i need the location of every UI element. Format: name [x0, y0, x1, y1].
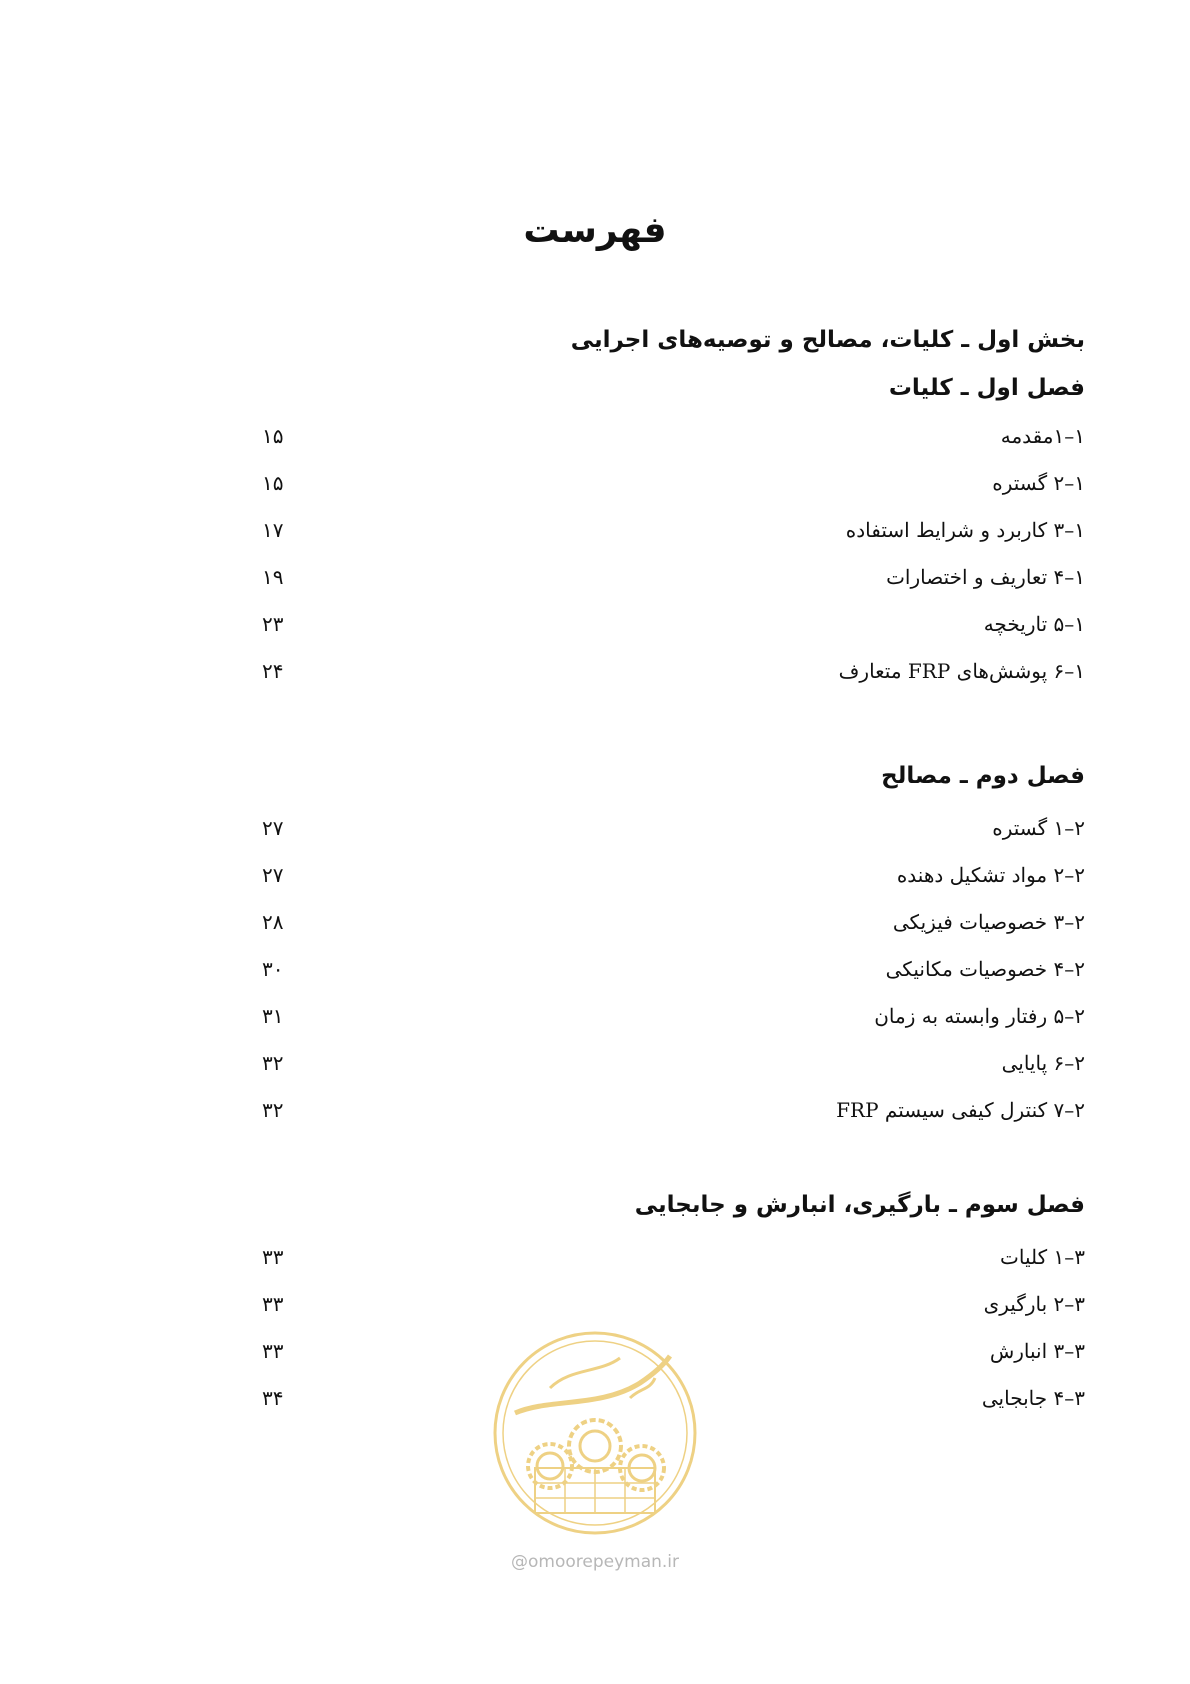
toc-entry[interactable]	[262, 560, 1085, 594]
chapter-heading: فصل سوم ـ بارگیری، انبارش و جابجایی	[634, 1192, 1085, 1218]
chapter-heading: فصل اول ـ کلیات	[888, 375, 1085, 401]
entry-page: ۳۳	[262, 1292, 284, 1316]
entry-label: ۱–۱مقدمه	[1000, 424, 1085, 448]
entry-label: ۱–۳ کاربرد و شرایط استفاده	[845, 518, 1085, 542]
entry-page: ۳۳	[262, 1339, 284, 1363]
entry-label: ۳–۳ انبارش	[989, 1339, 1085, 1363]
entry-label: ۲–۱ گستره	[992, 816, 1085, 840]
entry-label: ۲–۷ کنترل کیفی سیستم FRP	[836, 1098, 1085, 1122]
entry-page: ۳۲	[262, 1051, 284, 1075]
entry-label: ۳–۱ کلیات	[1000, 1245, 1085, 1269]
toc-entry[interactable]	[262, 1093, 1085, 1127]
toc-entry[interactable]	[262, 419, 1085, 453]
toc-entry[interactable]	[262, 1287, 1085, 1321]
entry-page: ۲۳	[262, 612, 284, 636]
entry-label: ۲–۵ رفتار وابسته به زمان	[874, 1004, 1085, 1028]
toc-entry[interactable]	[262, 654, 1085, 688]
entry-label: ۲–۲ مواد تشکیل دهنده	[896, 863, 1085, 887]
entry-label: ۱–۲ گستره	[992, 471, 1085, 495]
entry-page: ۳۳	[262, 1245, 284, 1269]
entry-page: ۳۱	[262, 1004, 284, 1028]
entry-page: ۲۷	[262, 816, 284, 840]
page-title: فهرست	[523, 210, 667, 251]
entry-page: ۱۷	[262, 518, 284, 542]
entry-label: ۳–۲ بارگیری	[983, 1292, 1085, 1316]
entry-label: ۲–۳ خصوصیات فیزیکی	[892, 910, 1085, 934]
toc-entry[interactable]	[262, 1240, 1085, 1274]
toc-entry[interactable]	[262, 952, 1085, 986]
entry-label: ۱–۵ تاریخچه	[983, 612, 1085, 636]
toc-entry[interactable]	[262, 811, 1085, 845]
entry-page: ۱۵	[262, 471, 284, 495]
entry-page: ۲۸	[262, 910, 284, 934]
entry-label: ۱–۴ تعاریف و اختصارات	[886, 565, 1085, 589]
entry-label: ۲–۴ خصوصیات مکانیکی	[885, 957, 1085, 981]
watermark-url: @omoorepeyman.ir	[510, 1552, 680, 1572]
watermark-seal-icon	[490, 1328, 700, 1538]
entry-page: ۱۹	[262, 565, 284, 589]
entry-page: ۳۴	[262, 1386, 284, 1410]
toc-entry[interactable]	[262, 1046, 1085, 1080]
entry-page: ۲۴	[262, 659, 284, 683]
part-heading: بخش اول ـ کلیات، مصالح و توصیه‌های اجرایی	[570, 327, 1085, 353]
entry-page: ۲۷	[262, 863, 284, 887]
chapter-heading: فصل دوم ـ مصالح	[881, 763, 1085, 789]
toc-entry[interactable]	[262, 466, 1085, 500]
toc-entry[interactable]	[262, 905, 1085, 939]
entry-page: ۳۰	[262, 957, 284, 981]
entry-page: ۳۲	[262, 1098, 284, 1122]
toc-entry[interactable]	[262, 999, 1085, 1033]
entry-label: ۳–۴ جابجایی	[981, 1386, 1085, 1410]
entry-label: ۲–۶ پایایی	[1001, 1051, 1085, 1075]
toc-entry[interactable]	[262, 858, 1085, 892]
entry-label: ۱–۶ پوشش‌های FRP متعارف	[838, 659, 1085, 683]
toc-entry[interactable]	[262, 513, 1085, 547]
toc-entry[interactable]	[262, 607, 1085, 641]
entry-page: ۱۵	[262, 424, 284, 448]
